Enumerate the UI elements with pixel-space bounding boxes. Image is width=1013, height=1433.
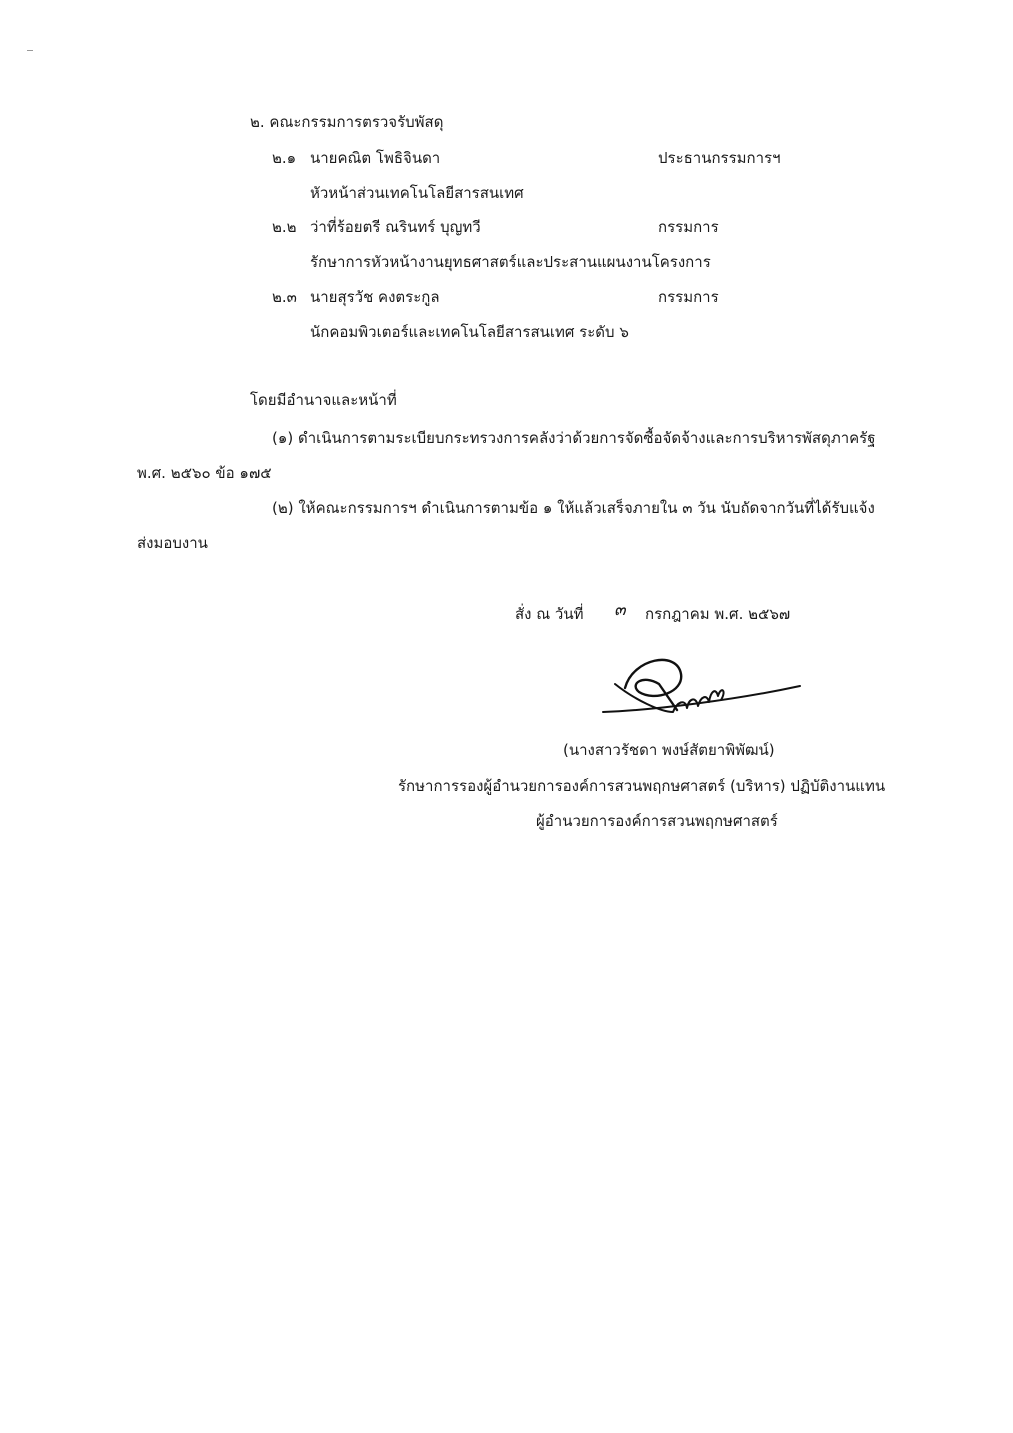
order-date-prefix: สั่ง ณ วันที่	[515, 605, 584, 623]
member-number: ๒.๒	[272, 218, 297, 236]
member-name: นายคณิต โพธิจินดา	[310, 149, 441, 167]
member-name: ว่าที่ร้อยตรี ณรินทร์ บุญทวี	[310, 218, 481, 236]
duty-1-line-2: พ.ศ. ๒๕๖๐ ข้อ ๑๗๕	[137, 464, 272, 482]
member-number: ๒.๑	[272, 149, 297, 167]
member-position: รักษาการหัวหน้างานยุทธศาสตร์และประสานแผนงานโครงการ	[310, 253, 711, 271]
section-heading: ๒. คณะกรรมการตรวจรับพัสดุ	[250, 113, 444, 131]
signature-scribble	[595, 650, 810, 725]
order-date-day-handwritten: ๓	[614, 600, 626, 620]
signatory-name: (นางสาวรัชดา พงษ์สัตยาพิพัฒน์)	[563, 741, 775, 759]
member-number: ๒.๓	[272, 288, 297, 306]
scan-speck	[27, 50, 33, 51]
member-role: กรรมการ	[658, 288, 719, 306]
duty-1-line-1: (๑) ดำเนินการตามระเบียบกระทรวงการคลังว่าด้วยการจัดซื้อจัดจ้างและการบริหารพัสดุภาครัฐ	[272, 429, 876, 447]
member-name: นายสุรวัช คงตระกูล	[310, 288, 440, 306]
signatory-title-line-1: รักษาการรองผู้อำนวยการองค์การสวนพฤกษศาสตร์ (บริหาร) ปฏิบัติงานแทน	[398, 777, 886, 795]
duty-2-line-1: (๒) ให้คณะกรรมการฯ ดำเนินการตามข้อ ๑ ให้แล้วเสร็จภายใน ๓ วัน นับถัดจากวันที่ได้รับแจ้ง	[272, 499, 875, 517]
signatory-title-line-2: ผู้อำนวยการองค์การสวนพฤกษศาสตร์	[536, 812, 778, 830]
member-position: หัวหน้าส่วนเทคโนโลยีสารสนเทศ	[310, 184, 524, 202]
order-date-month-year: กรกฎาคม พ.ศ. ๒๕๖๗	[645, 605, 791, 623]
member-role: กรรมการ	[658, 218, 719, 236]
member-role: ประธานกรรมการฯ	[658, 149, 781, 167]
duty-2-line-2: ส่งมอบงาน	[137, 534, 208, 552]
member-position: นักคอมพิวเตอร์และเทคโนโลยีสารสนเทศ ระดับ ๖	[310, 323, 629, 341]
duties-heading: โดยมีอำนาจและหน้าที่	[250, 391, 397, 409]
